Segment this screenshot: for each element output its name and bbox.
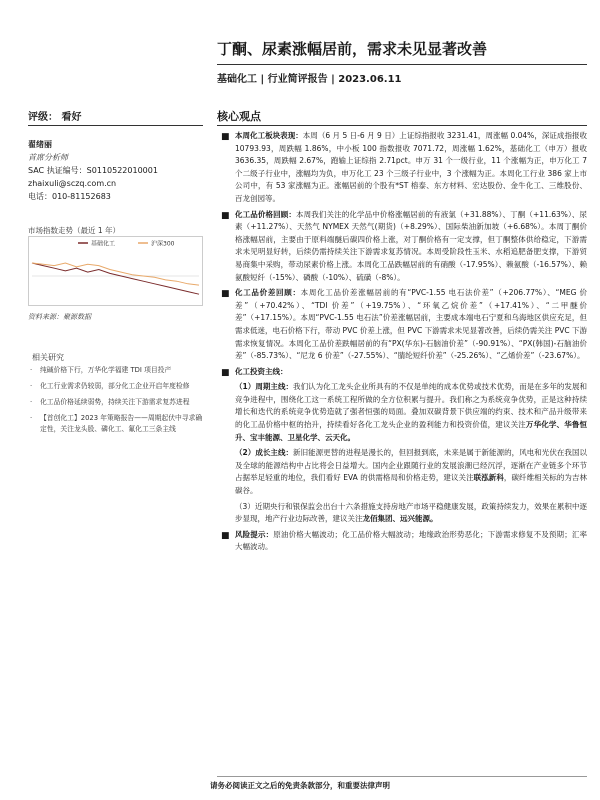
rating-label: 评级： 看好 <box>28 112 82 123</box>
header-divider <box>217 64 587 65</box>
bullet-investment-lines <box>217 366 587 379</box>
sub-tail: 万华化学、华鲁恒升、宝丰能源、卫星化学、云天化。 <box>235 420 588 442</box>
right-divider <box>217 125 587 126</box>
related-item[interactable] <box>28 413 204 435</box>
bullet-sector-performance <box>217 130 587 206</box>
report-header <box>0 0 600 100</box>
legend-label-1: 沪深300 <box>151 240 175 248</box>
square-bullet-icon: ■ <box>221 132 230 142</box>
bullet-text: 本周（6 月 5 日-6 月 9 日）上证综指报收 3231.41，周涨幅 0.04%，深证成指报收 10793.93，周跌幅 1.86%，中小板 100 指数报收 7071.72，周涨幅 1.62%，基础化工（申万）报收 3636.35，周跌幅 2.67%，跑输上证综指 2.71pct。申万 31 个一级行业，11 个涨幅为正，申万化工 7 个二级子行业中，涨幅均为负，申万化工 23 个三级子行业中，3 个涨幅为正。本周化工行业 386 家上市公司中，有 53 家涨幅为正。涨幅居前的个股有*ST 榕泰、东方材料、宏达股份、金牛化工、三维股份、百龙创园等。 <box>235 131 587 203</box>
dot-bullet-icon: · <box>30 366 33 374</box>
analyst-info <box>28 138 158 203</box>
bullet-price-review <box>217 209 587 285</box>
chart-source: 资料来源：聚源数据 <box>28 313 91 321</box>
square-bullet-icon: ■ <box>221 289 230 300</box>
footer-disclaimer: 请务必阅读正文之后的免责条款部分，和重要法律声明 <box>210 781 390 790</box>
dot-bullet-icon: · <box>30 414 33 422</box>
dot-bullet-icon: · <box>30 398 33 406</box>
report-title: 丁酮、尿素涨幅居前，需求未见显著改善 <box>217 40 488 58</box>
sub-tail: 联泓新科 <box>473 473 504 483</box>
bullet-label: 化工品价差回顾： <box>235 288 301 298</box>
bullet-label: 本周化工板块表现： <box>235 131 303 140</box>
legend-label-0: 基础化工 <box>91 240 116 248</box>
bullet-risk <box>217 529 587 554</box>
bullet-text: 本周我们关注的化学品中价格涨幅居前的有液氯（+31.88%）、丁酮（+11.63%）、尿素（+11.27%）、天然气 NYMEX 天然气(期货)（+8.29%）、国际柴油新加坡（+6.68%）。本周丁酮价格涨幅居前，主要由于原料端醚后碳四价格上涨，对丁酮价格有一定支撑，但丁酮整体供给稳定，下游需求未见明显好转，后续仍需持续关注下游需求复苏情况。本周受阶段性玉米、水稻追肥备肥支撑，下游贸易商集中采购，带动尿素价格上涨。本周化工品跌幅居前的有硝酸（-17.95%）、赖氨酸（-16.57%）、赖氨酸短纤（-15%）、磷酸（-10%）、硫磺（-8%）。 <box>235 209 588 282</box>
bullet-label: 化工品价格回顾： <box>235 209 296 219</box>
square-bullet-icon: ■ <box>221 530 230 541</box>
sub-end: ，碳纤维相关标的为吉林碳谷。 <box>235 473 588 496</box>
analyst-email: zhaixuli@sczq.com.cn <box>28 179 117 188</box>
related-list <box>28 365 204 440</box>
bullet-text: 原油价格大幅波动；化工品价格大幅波动；地缘政治形势恶化；下游需求修复不及预期；汇率大幅波动。 <box>235 529 588 552</box>
sub-cycle-line <box>217 381 587 444</box>
square-bullet-icon: ■ <box>221 210 230 221</box>
analyst-phone: 电话：010-81152683 <box>28 192 111 201</box>
related-item[interactable] <box>28 365 204 376</box>
related-title: 相关研究 <box>32 353 64 362</box>
bullet-text: 本周化工品价差涨幅居前的有“PVC-1.55 电石法价差”（+206.77%）、“MEG 价差”（+70.42%）、“TDI 价差”（+19.75%）、“环氧乙烷价差”（+17.41%）、“二甲醚价差”（+17.15%）。本周“PVC-1.55 电石法”价差涨幅居前，主要成本端电石宁夏和乌海地区供应充足，但需求低迷，电石价格下行，带动 PVC 价差上涨，但 PVC 下游需求未见显著改善，后续仍需关注 PVC 下游需求恢复情况。本周化工品价差跌幅居前的有“PX(华东)-石脑油价差”（-90.91%）、“PX(韩国)-石脑油价差”（-85.73%）、“尼龙 6 价差”（-27.55%）、“腈纶短纤价差”（-25.26%）、“乙烯价差”（-23.67%）。 <box>235 288 588 361</box>
left-divider <box>28 125 203 126</box>
sub-property-line <box>217 501 587 526</box>
report-subtitle: 基础化工 | 行业简评报告 | 2023.06.11 <box>217 74 402 85</box>
analyst-role: 首席分析师 <box>28 153 68 162</box>
sub-text: 我们认为化工龙头企业所具有的不仅是单纯的成本优势或技术优势，而是在多年的发展和竞争进程中，围绕化工这一系统工程所做的全方位积累与提升。我们称之为系统竞争优势，正是这种持续增长和迭代的系统竞争优势造就了强者恒强的局面。叠加双碳背景下供应端的约束、技术和产品升级带来的化工品价格中枢的抬升，持续看好各化工龙头企业的盈利能力和投资价值，建议关注 <box>235 382 588 430</box>
sub-tail: 龙佰集团、远兴能源。 <box>362 514 438 524</box>
dot-bullet-icon: · <box>30 382 33 390</box>
sub-text: 新旧能源更替的进程是漫长的，但回报到底，未来是属于新能源的，风电和光伏在我国以及全球的能源结构中占比将会日益增大。国内企业跟随行业的发展浪潮已经沉浮，逐渐在产业链多个环节占据举足轻重的地位，我们看好 EVA 的供需格局和价格走势，建议关注 <box>235 448 588 483</box>
analyst-name: 翟绪丽 <box>28 140 52 149</box>
related-item[interactable] <box>28 397 204 408</box>
bullet-label: 风险提示： <box>235 529 274 539</box>
related-item[interactable] <box>28 381 204 392</box>
sub-label: （2）成长主线： <box>235 448 294 458</box>
related-item-text: 纯碱价格下行，万华化学福建 TDI 项目投产 <box>40 366 172 374</box>
sub-text: （3）近期央行和银保监会出台十六条措施支持房地产市场平稳健康发展，政策持续发力，效果在累积中逐步显现，地产行业边际改善，建议关注 <box>235 501 587 524</box>
chart-title: 市场指数走势（最近 1 年） <box>28 226 121 235</box>
core-title: 核心观点 <box>217 110 261 123</box>
related-item-text: 化工品价格延续弱势，持续关注下游需求复苏进程 <box>40 398 190 406</box>
bullet-label: 化工投资主线： <box>235 366 288 376</box>
footer-divider <box>217 776 587 777</box>
sub-growth-line <box>217 447 587 497</box>
analyst-sac: SAC 执证编号：S0110522010001 <box>28 166 158 175</box>
square-bullet-icon: ■ <box>221 367 230 378</box>
market-index-chart <box>28 236 203 306</box>
bullet-spread-review <box>217 287 587 363</box>
related-item-text: 【首创化工】2023 年策略报告——周期起伏中寻求确定性，关注龙头股、磷化工、氟化工三条主线 <box>40 414 203 433</box>
related-item-text: 化工行业需求仍较弱，部分化工企业开启年度检修 <box>40 382 190 390</box>
core-content <box>217 130 587 557</box>
sub-label: （1）周期主线： <box>235 382 294 392</box>
